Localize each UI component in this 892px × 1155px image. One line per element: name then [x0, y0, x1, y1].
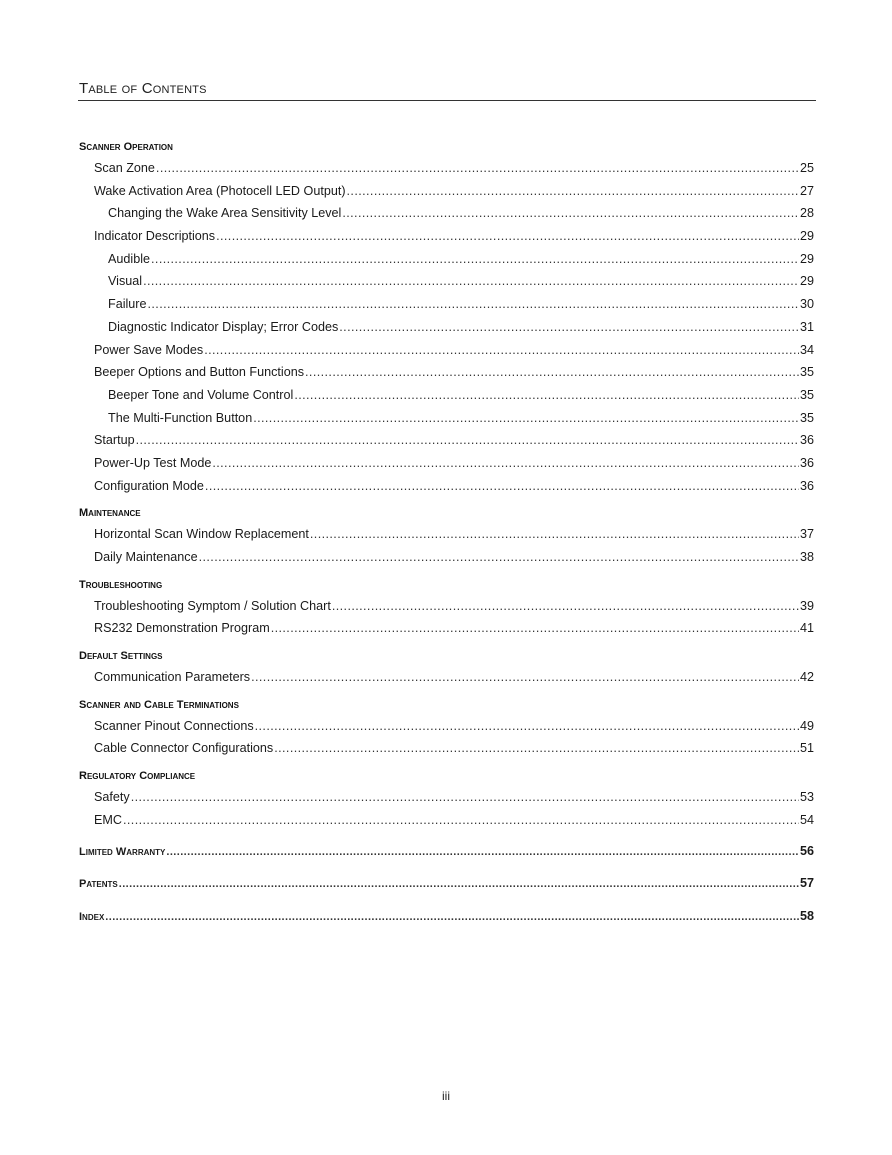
dot-leader	[253, 407, 799, 430]
toc-entry-page: 29	[799, 274, 814, 289]
toc-entry[interactable]	[79, 546, 814, 569]
toc-entry-page: 38	[799, 550, 814, 564]
section-heading[interactable]: Scanner Operation	[79, 141, 173, 153]
toc-entry-label: Power-Up Test Mode	[94, 455, 212, 470]
toc-entry-label: Startup	[94, 433, 135, 448]
toc-entry-page: 31	[799, 319, 814, 334]
toc-entry[interactable]	[79, 595, 814, 618]
toc-entry-page: 53	[799, 790, 814, 805]
toc-section	[79, 697, 814, 760]
section-heading[interactable]: Scanner and Cable Terminations	[79, 698, 239, 711]
toc-entry-label: Safety	[94, 790, 130, 805]
toc-entry-label: Horizontal Scan Window Replacement	[94, 527, 309, 542]
toc-entry-page: 35	[799, 387, 814, 402]
toc-section	[79, 768, 814, 831]
toc-entry-page: 51	[799, 741, 814, 756]
toc-entry-label: Audible	[108, 251, 151, 266]
dot-leader	[136, 429, 799, 452]
toc-section	[79, 648, 814, 689]
toc-entry-page: 54	[799, 812, 814, 827]
toc-entry[interactable]	[79, 666, 814, 689]
toc-entry-sub[interactable]	[79, 248, 814, 271]
toc-entry-sub[interactable]	[79, 384, 814, 407]
toc-entry[interactable]	[79, 157, 814, 180]
dot-leader	[205, 475, 799, 498]
toc-entry-page: 58	[799, 908, 814, 923]
dot-leader	[332, 595, 799, 618]
toc-entry[interactable]	[79, 452, 814, 475]
toc-entry-label: Scan Zone	[94, 161, 155, 175]
toc-section	[79, 139, 814, 497]
toc-entry-major[interactable]	[79, 835, 814, 868]
toc-entry-sub[interactable]	[79, 407, 814, 430]
toc-entry-page: 35	[799, 410, 814, 425]
dot-leader	[212, 452, 799, 475]
dot-leader	[123, 809, 799, 832]
toc-entry-sub[interactable]	[79, 202, 814, 225]
section-heading[interactable]: Default Settings	[79, 650, 163, 663]
toc-entry-page: 39	[799, 598, 814, 613]
dot-leader	[148, 293, 799, 316]
dot-leader	[216, 225, 799, 248]
toc-entry[interactable]	[79, 809, 814, 832]
toc-entry[interactable]	[79, 617, 814, 640]
dot-leader	[271, 617, 799, 640]
dot-leader	[119, 868, 799, 901]
toc-entry-label: Configuration Mode	[94, 478, 204, 493]
toc-entry-page: 35	[799, 365, 814, 380]
toc-entry-label: Diagnostic Indicator Display; Error Codes	[108, 319, 339, 334]
toc-entry-sub[interactable]	[79, 270, 814, 293]
dot-leader	[305, 361, 799, 384]
toc-entry-label: Cable Connector Configurations	[94, 741, 274, 756]
toc-section	[79, 505, 814, 568]
toc-entry[interactable]	[79, 339, 814, 362]
dot-leader	[339, 316, 799, 339]
toc-entry-page: 49	[799, 718, 814, 733]
dot-leader	[294, 384, 799, 407]
dot-leader	[251, 666, 799, 689]
toc-entry-major[interactable]	[79, 867, 814, 900]
toc-entry-label: Troubleshooting Symptom / Solution Chart	[94, 598, 331, 613]
dot-leader	[151, 248, 799, 271]
toc-entry-page: 57	[799, 876, 814, 890]
dot-leader	[255, 715, 799, 738]
toc-entry-sub[interactable]	[79, 293, 814, 316]
page-number: iii	[442, 1089, 450, 1103]
toc-entry-label: Beeper Options and Button Functions	[94, 365, 305, 380]
toc-entry-page: 34	[799, 342, 814, 357]
toc-entry-page: 25	[799, 161, 814, 175]
section-heading[interactable]: Regulatory Compliance	[79, 770, 196, 783]
toc-entry[interactable]	[79, 475, 814, 498]
toc-entry-page: 36	[799, 433, 814, 448]
dot-leader	[199, 546, 799, 569]
toc-entry[interactable]	[79, 737, 814, 760]
section-heading[interactable]: Maintenance	[79, 507, 141, 520]
toc-entry-page: 56	[799, 843, 814, 858]
toc-entry-label: EMC	[94, 812, 122, 827]
dot-leader	[143, 270, 799, 293]
toc-entry-page: 29	[799, 229, 814, 244]
toc-entry-label: Power Save Modes	[94, 342, 204, 357]
toc-entry-label: Changing the Wake Area Sensitivity Level	[108, 206, 342, 221]
dot-leader	[347, 180, 799, 203]
dot-leader	[274, 737, 799, 760]
toc-section	[79, 577, 814, 640]
toc-entry-label: Beeper Tone and Volume Control	[108, 387, 294, 402]
toc-entry-page: 28	[799, 206, 814, 221]
dot-leader	[105, 901, 799, 934]
toc-entry-label: RS232 Demonstration Program	[94, 621, 270, 636]
title-rule	[78, 100, 816, 101]
toc-entry-major[interactable]	[79, 900, 814, 933]
toc-entry-label: Daily Maintenance	[94, 550, 198, 564]
toc-entry-label: Limited Warranty	[79, 845, 166, 858]
dot-leader	[204, 339, 799, 362]
toc-entry-label: Index	[79, 910, 105, 923]
toc-entry[interactable]	[79, 523, 814, 546]
toc-entry[interactable]	[79, 180, 814, 203]
toc-entry[interactable]	[79, 361, 814, 384]
toc-entry[interactable]	[79, 225, 814, 248]
toc-entry-label: Communication Parameters	[94, 670, 251, 685]
section-heading[interactable]: Troubleshooting	[79, 578, 163, 591]
toc-entry-label: Scanner Pinout Connections	[94, 718, 254, 733]
dot-leader	[310, 523, 799, 546]
toc-entry-label: Failure	[108, 297, 147, 312]
table-of-contents	[79, 130, 814, 932]
toc-entry-label: Patents	[79, 878, 118, 890]
toc-entry-page: 42	[799, 670, 814, 685]
dot-leader	[342, 202, 799, 225]
toc-entry[interactable]	[79, 786, 814, 809]
toc-entry-label: Indicator Descriptions	[94, 229, 216, 244]
toc-entry-page: 29	[799, 251, 814, 266]
toc-entry-sub[interactable]	[79, 316, 814, 339]
toc-entry-page: 36	[799, 478, 814, 493]
toc-entry[interactable]	[79, 715, 814, 738]
toc-entry-page: 30	[799, 297, 814, 312]
dot-leader	[166, 836, 799, 869]
toc-major-entries	[79, 835, 814, 933]
toc-entry-label: Visual	[108, 274, 143, 289]
toc-entry-label: The Multi-Function Button	[108, 410, 253, 425]
dot-leader	[156, 157, 799, 180]
toc-entry-label: Wake Activation Area (Photocell LED Output)	[94, 183, 346, 198]
toc-entry-page: 41	[799, 621, 814, 636]
toc-entry-page: 37	[799, 527, 814, 542]
toc-entry[interactable]	[79, 429, 814, 452]
toc-entry-page: 27	[799, 183, 814, 198]
toc-entry-page: 36	[799, 455, 814, 470]
dot-leader	[131, 786, 799, 809]
page-title: Table of Contents	[79, 80, 207, 97]
